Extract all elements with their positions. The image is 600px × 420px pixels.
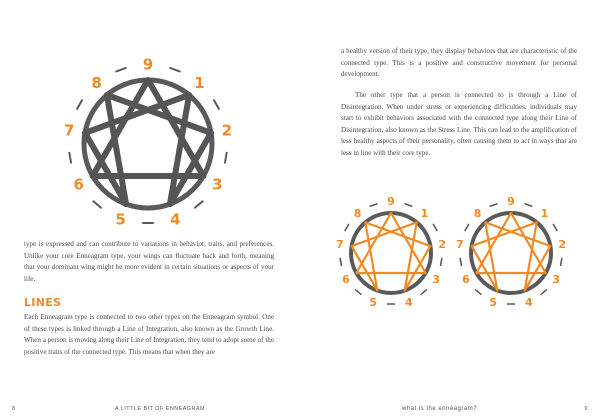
separator-dash xyxy=(356,290,361,294)
type-number-4: 4 xyxy=(404,295,413,309)
type-number-6: 6 xyxy=(73,175,84,194)
type-number-8: 8 xyxy=(91,74,102,93)
type-number-8: 8 xyxy=(353,207,362,221)
enneagram-symbol-large xyxy=(0,0,300,230)
type-number-7: 7 xyxy=(63,121,75,140)
type-number-3: 3 xyxy=(212,175,223,194)
separator-dash xyxy=(195,201,203,207)
integration-continued-paragraph: a healthy version of their type, they display behaviors that are characteristic of the connected type. This is a positive and constructive movement for personal development. xyxy=(341,47,577,79)
type-number-6: 6 xyxy=(342,272,350,286)
type-number-5: 5 xyxy=(369,295,378,309)
separator-dash xyxy=(490,204,497,206)
left-page-number: 8 xyxy=(12,406,16,412)
separator-dash xyxy=(465,224,469,230)
type-number-2: 2 xyxy=(438,237,447,251)
separator-dash xyxy=(405,204,412,206)
type-number-2: 2 xyxy=(221,121,233,140)
right-page-number: 9 xyxy=(584,406,588,412)
wings-paragraph: type is expressed and can contribute to variations in behavior, traits, and preferences. Unlike your core Enneagram type, your wings can fluctuate back and forth, meaning that your dominant wing might be more evident in certain situations or aspects of your life. xyxy=(24,240,274,283)
separator-dash xyxy=(77,100,82,109)
enneagram-diagrams-pair xyxy=(300,188,600,328)
type-number-9: 9 xyxy=(507,194,515,208)
type-number-2: 2 xyxy=(558,237,567,251)
separator-dash xyxy=(541,290,546,294)
lines-heading: LINES xyxy=(24,296,62,309)
type-number-9: 9 xyxy=(142,55,154,74)
type-number-5: 5 xyxy=(489,295,498,309)
enneagram-integration-diagram xyxy=(336,195,446,309)
type-number-3: 3 xyxy=(432,272,440,286)
type-number-7: 7 xyxy=(455,237,464,251)
separator-dash xyxy=(476,290,481,294)
right-running-head: what is the enneagram? xyxy=(402,406,478,412)
type-number-7: 7 xyxy=(335,237,344,251)
separator-dash xyxy=(525,204,532,206)
separator-dash xyxy=(170,68,179,71)
type-number-3: 3 xyxy=(552,272,560,286)
disintegration-paragraph: The other type that a person is connected to is through a Line of Disintegration. When under stress or experiencing difficulties, individuals may start to exhibit behaviors associated with the connected type along their Line of Disintegration, also known as the Stress Line. This can lead to the amplification of less healthy aspects of their personality, often causing them to act in ways that are less in line with their core type. xyxy=(341,91,577,157)
separator-dash xyxy=(370,204,377,206)
separator-dash xyxy=(421,290,426,294)
separator-dash xyxy=(214,100,219,109)
enneagram-disintegration-diagram xyxy=(456,195,566,309)
type-number-1: 1 xyxy=(540,207,549,221)
separator-dash xyxy=(225,153,227,163)
separator-dash xyxy=(433,224,437,230)
separator-dash xyxy=(69,153,71,163)
type-number-4: 4 xyxy=(524,295,533,309)
separator-dash xyxy=(561,258,562,265)
type-number-1: 1 xyxy=(420,207,429,221)
lines-paragraph: Each Enneagram type is connected to two other types on the Enneagram symbol. One of these types is linked through a Line of Integration, also known as the Growth Line. When a person is moving along their Line of Integration, they tend to adopt some of the positive traits of the connected type. This means that when they are xyxy=(24,313,274,356)
left-running-head: A LITTLE BIT OF ENNEAGRAM xyxy=(115,406,205,412)
separator-dash xyxy=(116,68,125,71)
type-number-6: 6 xyxy=(462,272,470,286)
separator-dash xyxy=(345,224,349,230)
outer-ring xyxy=(351,213,431,293)
separator-dash xyxy=(93,201,101,207)
right-page xyxy=(300,0,600,420)
separator-dash xyxy=(553,224,557,230)
type-number-1: 1 xyxy=(194,74,205,93)
type-number-9: 9 xyxy=(387,194,395,208)
separator-dash xyxy=(460,258,461,265)
separator-dash xyxy=(340,258,341,265)
type-number-4: 4 xyxy=(170,210,181,229)
outer-ring xyxy=(84,80,212,208)
type-number-8: 8 xyxy=(473,207,482,221)
outer-ring xyxy=(471,213,551,293)
type-number-5: 5 xyxy=(115,210,126,229)
separator-dash xyxy=(441,258,442,265)
